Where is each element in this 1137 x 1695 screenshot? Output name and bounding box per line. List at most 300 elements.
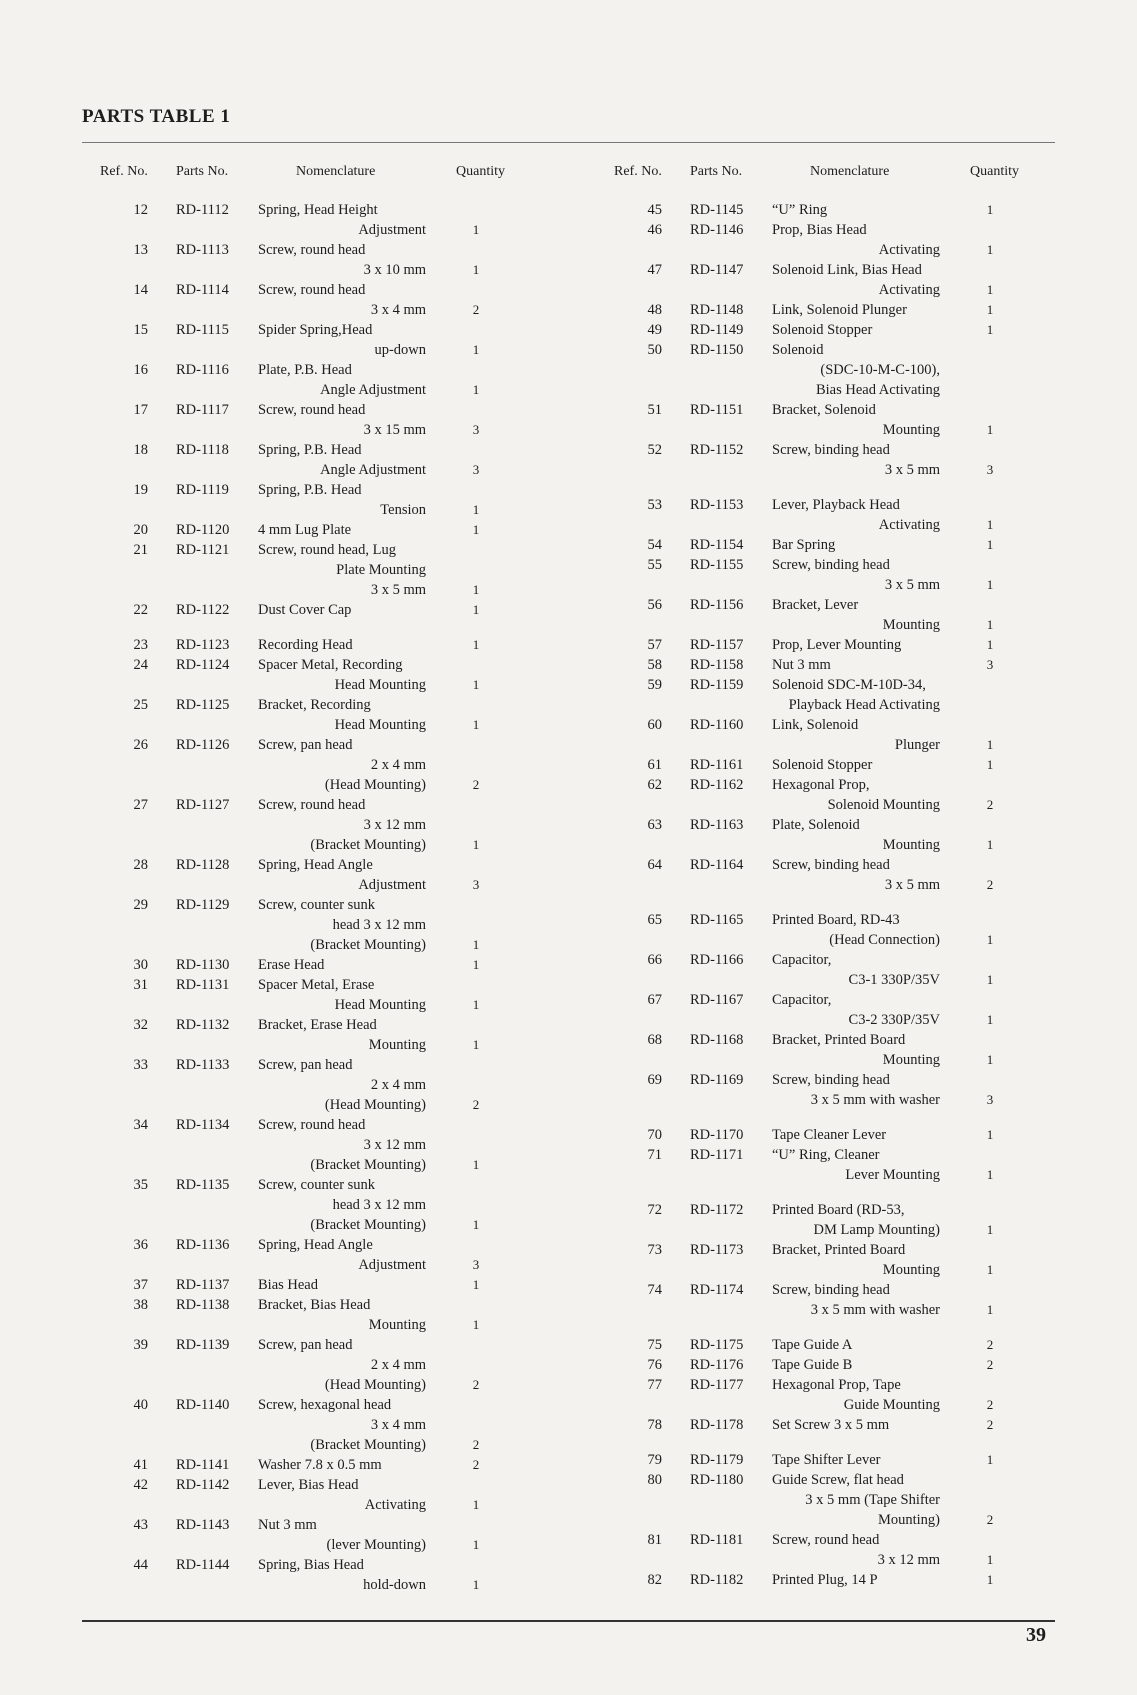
parts-no: RD-1116 (176, 362, 229, 378)
table-row (96, 602, 536, 622)
nomenclature: (Bracket Mounting) (310, 837, 426, 853)
nomenclature: Spring, P.B. Head (258, 442, 362, 458)
nomenclature: Screw, counter sunk (258, 1177, 376, 1193)
parts-no: RD-1164 (690, 857, 744, 873)
row-line (610, 717, 1050, 737)
row-line (96, 1457, 536, 1477)
row-line (610, 912, 1050, 932)
quantity: 2 (472, 302, 480, 317)
row-line (96, 322, 536, 342)
nomenclature: Solenoid SDC-M-10D-34, (772, 677, 926, 693)
row-line (96, 917, 536, 937)
nomenclature: Tape Shifter Lever (772, 1452, 881, 1468)
ref-no: 80 (647, 1472, 662, 1488)
row-line (610, 1242, 1050, 1262)
row-line (96, 1377, 536, 1397)
ref-no: 54 (647, 537, 662, 553)
quantity: 1 (472, 957, 480, 972)
row-line (96, 362, 536, 382)
quantity: 1 (472, 502, 480, 517)
header-parts-no: Parts No. (690, 164, 743, 179)
row-line (610, 517, 1050, 537)
quantity: 3 (472, 877, 480, 892)
row-line (610, 877, 1050, 897)
row-line (610, 697, 1050, 717)
nomenclature: Angle Adjustment (320, 462, 426, 478)
parts-no: RD-1125 (176, 697, 230, 713)
row-line (610, 1337, 1050, 1357)
nomenclature: Spider Spring,Head (258, 322, 373, 338)
quantity: 1 (986, 932, 994, 947)
row-line (610, 797, 1050, 817)
table-row (610, 1282, 1050, 1322)
quantity: 1 (986, 617, 994, 632)
nomenclature: Screw, round head, Lug (258, 542, 396, 558)
quantity: 1 (472, 637, 480, 652)
table-row (610, 1472, 1050, 1532)
nomenclature: Tape Guide A (772, 1337, 853, 1353)
ref-no: 42 (133, 1477, 148, 1493)
ref-no: 51 (647, 402, 662, 418)
table-row (96, 897, 536, 957)
row-line (96, 737, 536, 757)
row-line (96, 1557, 536, 1577)
nomenclature: Spring, Head Height (258, 202, 378, 218)
quantity: 1 (986, 1127, 994, 1142)
row-line (610, 837, 1050, 857)
parts-no: RD-1173 (690, 1242, 744, 1258)
quantity: 1 (472, 1577, 480, 1592)
table-row (610, 1417, 1050, 1437)
nomenclature: Screw, pan head (258, 737, 353, 753)
ref-no: 78 (647, 1417, 662, 1433)
row-line (96, 817, 536, 837)
row-line (610, 497, 1050, 517)
ref-no: 82 (647, 1572, 662, 1588)
nomenclature: (lever Mounting) (326, 1537, 426, 1553)
row-line (96, 1497, 536, 1517)
row-line (610, 677, 1050, 697)
parts-no: RD-1141 (176, 1457, 230, 1473)
nomenclature: Angle Adjustment (320, 382, 426, 398)
quantity: 1 (986, 322, 994, 337)
row-line (96, 1017, 536, 1037)
table-row (610, 717, 1050, 757)
quantity: 2 (472, 777, 480, 792)
row-line (96, 777, 536, 797)
quantity: 1 (986, 242, 994, 257)
nomenclature: Head Mounting (334, 717, 426, 733)
ref-no: 49 (647, 322, 662, 338)
parts-no: RD-1131 (176, 977, 230, 993)
parts-no: RD-1114 (176, 282, 229, 298)
table-row (610, 262, 1050, 302)
row-line (96, 1217, 536, 1237)
row-line (610, 992, 1050, 1012)
quantity: 3 (986, 657, 994, 672)
nomenclature: Printed Board, RD-43 (772, 912, 900, 928)
table-row (610, 497, 1050, 537)
row-line (610, 1552, 1050, 1572)
table-row (610, 637, 1050, 657)
nomenclature: (Head Mounting) (324, 1377, 426, 1393)
row-line (610, 1492, 1050, 1512)
nomenclature: Screw, binding head (772, 442, 890, 458)
quantity: 1 (986, 302, 994, 317)
ref-no: 16 (133, 362, 148, 378)
nomenclature: head 3 x 12 mm (332, 917, 426, 933)
nomenclature: Spring, P.B. Head (258, 482, 362, 498)
quantity: 1 (986, 422, 994, 437)
nomenclature: Solenoid Stopper (772, 322, 873, 338)
row-line (96, 1537, 536, 1557)
nomenclature: Screw, round head (258, 242, 366, 258)
row-line (610, 342, 1050, 362)
nomenclature: Mounting) (877, 1512, 940, 1528)
quantity: 1 (472, 222, 480, 237)
nomenclature: Screw, round head (258, 402, 366, 418)
table-row (610, 557, 1050, 597)
page-number: 39 (1026, 1624, 1046, 1646)
nomenclature: Solenoid (772, 342, 824, 358)
parts-no: RD-1132 (176, 1017, 230, 1033)
nomenclature: “U” Ring, Cleaner (772, 1147, 880, 1163)
quantity: 1 (986, 1052, 994, 1067)
nomenclature: 3 x 5 mm (884, 577, 940, 593)
header-ref-no: Ref. No. (100, 164, 148, 179)
table-row (96, 1457, 536, 1477)
quantity: 1 (986, 757, 994, 772)
nomenclature: Link, Solenoid (772, 717, 859, 733)
nomenclature: Bias Head (258, 1277, 318, 1293)
parts-no: RD-1168 (690, 1032, 744, 1048)
nomenclature: Erase Head (258, 957, 325, 973)
nomenclature: Screw, counter sunk (258, 897, 376, 913)
parts-no: RD-1180 (690, 1472, 744, 1488)
quantity: 3 (472, 462, 480, 477)
row-line (610, 1532, 1050, 1552)
ref-no: 24 (133, 657, 148, 673)
quantity: 1 (472, 1037, 480, 1052)
quantity: 1 (986, 837, 994, 852)
quantity: 1 (986, 737, 994, 752)
row-line (610, 617, 1050, 637)
ref-no: 35 (133, 1177, 148, 1193)
nomenclature: Activating (878, 242, 940, 258)
row-line (610, 932, 1050, 952)
nomenclature: Capacitor, (772, 992, 832, 1008)
ref-no: 71 (647, 1147, 662, 1163)
nomenclature: Dust Cover Cap (258, 602, 352, 618)
ref-no: 39 (133, 1337, 148, 1353)
parts-no: RD-1179 (690, 1452, 744, 1468)
ref-no: 53 (647, 497, 662, 513)
nomenclature: Tape Cleaner Lever (772, 1127, 887, 1143)
ref-no: 64 (647, 857, 662, 873)
parts-no: RD-1122 (176, 602, 230, 618)
table-row (96, 1557, 536, 1597)
parts-no: RD-1146 (690, 222, 744, 238)
row-line (96, 877, 536, 897)
row-line (610, 657, 1050, 677)
ref-no: 45 (647, 202, 662, 218)
ref-no: 15 (133, 322, 148, 338)
parts-no: RD-1124 (176, 657, 230, 673)
row-line (610, 1282, 1050, 1302)
table-row (96, 362, 536, 402)
nomenclature: Screw, binding head (772, 857, 890, 873)
parts-no: RD-1134 (176, 1117, 230, 1133)
row-line (610, 537, 1050, 557)
nomenclature: Plate, Solenoid (772, 817, 860, 833)
ref-no: 37 (133, 1277, 148, 1293)
top-rule (82, 142, 1055, 143)
nomenclature: 3 x 5 mm (370, 582, 426, 598)
table-row (610, 1357, 1050, 1377)
table-row (96, 402, 536, 442)
row-line (96, 1417, 536, 1437)
table-row (96, 282, 536, 322)
table-row (96, 1517, 536, 1557)
nomenclature: 3 x 4 mm (370, 1417, 426, 1433)
table-row (610, 597, 1050, 637)
parts-no: RD-1175 (690, 1337, 744, 1353)
nomenclature: 4 mm Lug Plate (258, 522, 352, 538)
nomenclature: 3 x 12 mm (363, 1137, 426, 1153)
table-row (96, 202, 536, 242)
row-line (610, 1262, 1050, 1282)
table-row (96, 1397, 536, 1457)
parts-no: RD-1142 (176, 1477, 230, 1493)
table-header (610, 164, 1050, 202)
nomenclature: Printed Plug, 14 P (772, 1572, 878, 1588)
quantity: 2 (986, 877, 994, 892)
row-line (610, 577, 1050, 597)
nomenclature: Bracket, Printed Board (772, 1032, 906, 1048)
nomenclature: Nut 3 mm (772, 657, 831, 673)
nomenclature: head 3 x 12 mm (332, 1197, 426, 1213)
row-line (96, 837, 536, 857)
nomenclature: Mounting (882, 617, 940, 633)
nomenclature: Head Mounting (334, 997, 426, 1013)
parts-no: RD-1165 (690, 912, 744, 928)
nomenclature: Lever, Bias Head (258, 1477, 359, 1493)
row-line (610, 1512, 1050, 1532)
quantity: 1 (986, 1572, 994, 1587)
ref-no: 17 (133, 402, 148, 418)
nomenclature: 3 x 5 mm (884, 877, 940, 893)
ref-no: 59 (647, 677, 662, 693)
parts-no: RD-1177 (690, 1377, 744, 1393)
ref-no: 29 (133, 897, 148, 913)
row-line (96, 442, 536, 462)
row-line (96, 1157, 536, 1177)
quantity: 1 (472, 677, 480, 692)
table-row (610, 657, 1050, 677)
row-line (610, 402, 1050, 422)
table-row (610, 817, 1050, 857)
row-line (610, 817, 1050, 837)
nomenclature: 2 x 4 mm (370, 1357, 426, 1373)
row-line (610, 557, 1050, 577)
nomenclature: 3 x 5 mm (Tape Shifter (805, 1492, 940, 1508)
row-line (96, 997, 536, 1017)
header-parts-no: Parts No. (176, 164, 229, 179)
parts-no: RD-1176 (690, 1357, 744, 1373)
ref-no: 67 (647, 992, 662, 1008)
row-line (610, 1417, 1050, 1437)
table-row (610, 402, 1050, 442)
parts-no: RD-1150 (690, 342, 744, 358)
nomenclature: Spacer Metal, Recording (258, 657, 403, 673)
nomenclature: Screw, pan head (258, 1057, 353, 1073)
quantity: 1 (472, 997, 480, 1012)
ref-no: 43 (133, 1517, 148, 1533)
quantity: 1 (472, 717, 480, 732)
parts-no: RD-1162 (690, 777, 744, 793)
row-line (610, 1092, 1050, 1112)
parts-no: RD-1130 (176, 957, 230, 973)
row-line (610, 1472, 1050, 1492)
table-row (96, 977, 536, 1017)
quantity: 1 (472, 1497, 480, 1512)
row-line (96, 857, 536, 877)
row-line (96, 637, 536, 657)
quantity: 1 (986, 1167, 994, 1182)
header-nomenclature: Nomenclature (296, 164, 376, 179)
ref-no: 77 (647, 1377, 662, 1393)
table-row (96, 1177, 536, 1237)
row-line (96, 1177, 536, 1197)
table-rows (610, 202, 1050, 1592)
quantity: 2 (986, 1397, 994, 1412)
table-row (96, 1277, 536, 1297)
parts-no: RD-1155 (690, 557, 744, 573)
row-line (610, 1222, 1050, 1242)
row-line (610, 952, 1050, 972)
table-row (610, 442, 1050, 482)
row-line (96, 222, 536, 242)
nomenclature: Adjustment (358, 222, 426, 238)
nomenclature: Spring, Head Angle (258, 1237, 373, 1253)
table-row (96, 637, 536, 657)
row-line (96, 482, 536, 502)
table-row (610, 1202, 1050, 1242)
row-line (610, 1052, 1050, 1072)
quantity: 1 (472, 522, 480, 537)
nomenclature: Plate, P.B. Head (258, 362, 352, 378)
quantity: 1 (986, 1012, 994, 1027)
ref-no: 52 (647, 442, 662, 458)
parts-table-left (96, 164, 536, 1597)
ref-no: 31 (133, 977, 148, 993)
nomenclature: Mounting (882, 1262, 940, 1278)
parts-no: RD-1148 (690, 302, 744, 318)
row-line (96, 502, 536, 522)
row-line (96, 522, 536, 542)
quantity: 1 (986, 577, 994, 592)
nomenclature: Mounting (882, 422, 940, 438)
nomenclature: Prop, Lever Mounting (772, 637, 902, 653)
row-line (96, 1297, 536, 1317)
row-line (610, 222, 1050, 242)
nomenclature: C3-1 330P/35V (848, 972, 940, 988)
row-line (610, 777, 1050, 797)
row-line (96, 282, 536, 302)
nomenclature: Guide Screw, flat head (772, 1472, 904, 1488)
nomenclature: Activating (878, 282, 940, 298)
ref-no: 47 (647, 262, 662, 278)
table-row (96, 482, 536, 522)
parts-no: RD-1140 (176, 1397, 230, 1413)
row-line (610, 1202, 1050, 1222)
ref-no: 34 (133, 1117, 148, 1133)
nomenclature: Bracket, Recording (258, 697, 371, 713)
quantity: 1 (986, 1452, 994, 1467)
quantity: 1 (472, 382, 480, 397)
nomenclature: Solenoid Stopper (772, 757, 873, 773)
nomenclature: 3 x 5 mm with washer (810, 1302, 940, 1318)
parts-no: RD-1157 (690, 637, 744, 653)
table-row (610, 1242, 1050, 1282)
nomenclature: Link, Solenoid Plunger (772, 302, 907, 318)
table-row (96, 797, 536, 857)
ref-no: 27 (133, 797, 148, 813)
quantity: 3 (986, 462, 994, 477)
ref-no: 41 (133, 1457, 148, 1473)
quantity: 1 (986, 517, 994, 532)
ref-no: 57 (647, 637, 662, 653)
row-line (96, 1317, 536, 1337)
ref-no: 46 (647, 222, 662, 238)
row-line (610, 857, 1050, 877)
nomenclature: Solenoid Mounting (827, 797, 940, 813)
ref-no: 69 (647, 1072, 662, 1088)
table-row (96, 1017, 536, 1057)
parts-no: RD-1172 (690, 1202, 744, 1218)
parts-no: RD-1169 (690, 1072, 744, 1088)
quantity: 3 (472, 1257, 480, 1272)
nomenclature: 2 x 4 mm (370, 1077, 426, 1093)
table-row (96, 1117, 536, 1177)
row-line (96, 202, 536, 222)
table-row (96, 857, 536, 897)
nomenclature: Hexagonal Prop, (772, 777, 870, 793)
parts-no: RD-1119 (176, 482, 229, 498)
quantity: 2 (472, 1437, 480, 1452)
table-row (96, 697, 536, 737)
table-row (610, 1072, 1050, 1112)
row-line (610, 972, 1050, 992)
row-line (96, 1037, 536, 1057)
table-row (96, 957, 536, 977)
nomenclature: Hexagonal Prop, Tape (772, 1377, 901, 1393)
row-line (96, 602, 536, 622)
ref-no: 25 (133, 697, 148, 713)
row-line (96, 1117, 536, 1137)
row-line (610, 1072, 1050, 1092)
nomenclature: Bar Spring (772, 537, 836, 553)
quantity: 1 (472, 1537, 480, 1552)
nomenclature: Screw, pan head (258, 1337, 353, 1353)
nomenclature: Nut 3 mm (258, 1517, 317, 1533)
nomenclature: (Head Mounting) (324, 1097, 426, 1113)
row-line (610, 597, 1050, 617)
parts-no: RD-1153 (690, 497, 744, 513)
ref-no: 65 (647, 912, 662, 928)
row-line (610, 262, 1050, 282)
ref-no: 68 (647, 1032, 662, 1048)
